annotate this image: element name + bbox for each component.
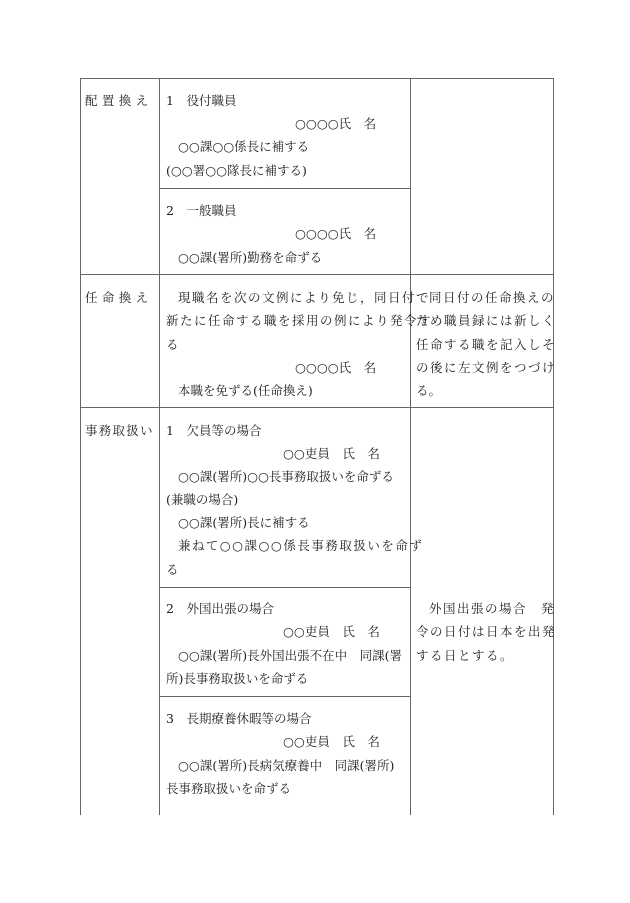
row-label: 配置換え bbox=[85, 93, 153, 108]
text-line: 現職名を次の文例により免じ，同日付で bbox=[178, 290, 431, 305]
row-divider bbox=[80, 274, 554, 275]
sub-row-divider bbox=[159, 587, 410, 588]
text-line: 所)長事務取扱いを命ずる bbox=[166, 671, 309, 686]
table-border-right bbox=[553, 78, 554, 815]
sub-row-divider bbox=[159, 188, 410, 189]
name-line: ○○○○氏 名 bbox=[295, 226, 377, 241]
text-line: 兼ねて○○課○○係長事務取扱いを命ず bbox=[178, 538, 424, 553]
text-line: ○○課(署所)勤務を命ずる bbox=[178, 250, 323, 265]
name-line: ○○吏員 氏 名 bbox=[283, 734, 380, 749]
text-line: ○○課(署所)長外国出張不在中 同課(署 bbox=[178, 648, 402, 663]
item-heading: 2 外国出張の場合 bbox=[166, 601, 274, 616]
text-line: る bbox=[166, 337, 179, 352]
note-line: る。 bbox=[416, 383, 442, 398]
note-line: 任命する職を記入しそ bbox=[416, 337, 557, 352]
name-line: ○○吏員 氏 名 bbox=[283, 624, 380, 639]
sub-row-divider bbox=[159, 696, 410, 697]
item-heading: 1 役付職員 bbox=[166, 93, 237, 108]
text-line: ○○課(署所)長病気療養中 同課(署所) bbox=[178, 758, 395, 773]
note-line: 外国出張の場合 発 bbox=[429, 601, 556, 616]
name-line: ○○○○氏 名 bbox=[295, 360, 377, 375]
row-divider bbox=[80, 407, 554, 408]
text-line: 長事務取扱いを命ずる bbox=[166, 781, 292, 796]
text-line: 本職を免ずる(任命換え) bbox=[178, 383, 313, 398]
text-line: ○○課(署所)○○長事務取扱いを命ずる bbox=[178, 469, 394, 484]
note-line: の後に左文例をつづけ bbox=[416, 360, 557, 375]
name-line: ○○○○氏 名 bbox=[295, 116, 377, 131]
table-border-top bbox=[80, 78, 554, 79]
table-border-left bbox=[80, 78, 81, 815]
column-divider bbox=[410, 78, 411, 815]
item-heading: 2 一般職員 bbox=[166, 203, 237, 218]
row-label: 事務取扱い bbox=[85, 423, 154, 438]
note-line: 令の日付は日本を出発 bbox=[416, 624, 557, 639]
item-heading: 1 欠員等の場合 bbox=[166, 423, 262, 438]
note-line: 同日付の任命換えの bbox=[429, 290, 556, 305]
note-line: する日とする。 bbox=[416, 648, 515, 663]
text-line: 新たに任命する職を採用の例により発令す bbox=[166, 313, 433, 328]
text-line: (○○署○○隊長に補する) bbox=[166, 163, 307, 178]
text-line: る bbox=[166, 562, 179, 577]
text-line: ○○課○○係長に補する bbox=[178, 139, 310, 154]
note-line: ため職員録には新しく bbox=[416, 313, 557, 328]
name-line: ○○吏員 氏 名 bbox=[283, 446, 380, 461]
row-label: 任命換え bbox=[85, 290, 153, 305]
text-line: (兼職の場合) bbox=[166, 492, 239, 507]
text-line: ○○課(署所)長に補する bbox=[178, 515, 310, 530]
item-heading: 3 長期療養休暇等の場合 bbox=[166, 711, 312, 726]
